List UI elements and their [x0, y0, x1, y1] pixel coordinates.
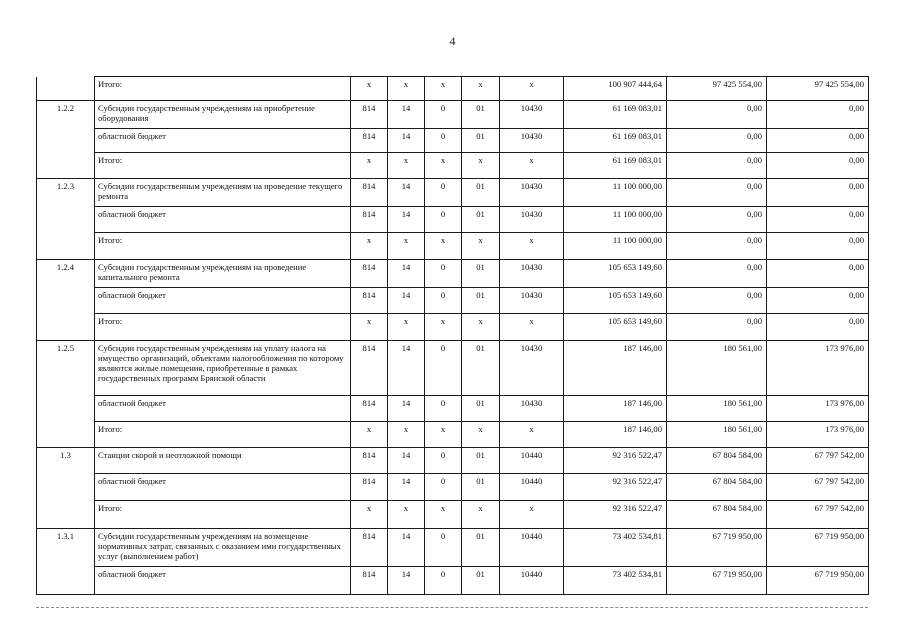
row-name: Субсидии государственным учреждениям на уплату налога на имущество организаций, объектами налогообложения по которому являются жилые помещения, приобретенные в рамках государственных программ Брянской области	[95, 341, 351, 396]
row-amount-2: 67 719 950,00	[667, 529, 767, 567]
row-article-code: х	[462, 422, 500, 448]
row-subsection-code: 0	[425, 474, 462, 501]
row-amount-2: 180 561,00	[667, 396, 767, 422]
row-subsection-code: 0	[425, 179, 462, 207]
row-subsection-code: 0	[425, 567, 462, 595]
row-target-code: х	[500, 422, 564, 448]
row-subsection-code: 0	[425, 288, 462, 314]
row-amount-1: 11 100 000,00	[564, 233, 667, 260]
row-amount-1: 73 402 534,81	[564, 567, 667, 595]
row-amount-2: 0,00	[667, 260, 767, 288]
table-row	[37, 233, 869, 260]
row-subsection-code: х	[425, 422, 462, 448]
row-ministry-code: х	[351, 77, 388, 101]
row-article-code: 01	[462, 529, 500, 567]
row-amount-2: 67 804 584,00	[667, 448, 767, 474]
row-amount-3: 0,00	[767, 179, 869, 207]
row-amount-3: 67 719 950,00	[767, 529, 869, 567]
row-article-code: 01	[462, 260, 500, 288]
row-name: Субсидии государственным учреждениям на приобретение оборудования	[95, 101, 351, 129]
row-code: 1.2.3	[37, 179, 95, 207]
row-ministry-code: х	[351, 314, 388, 341]
row-amount-2: 0,00	[667, 129, 767, 153]
row-amount-1: 105 653 149,60	[564, 288, 667, 314]
table-row	[37, 207, 869, 233]
row-ministry-code: 814	[351, 474, 388, 501]
row-amount-2: 0,00	[667, 233, 767, 260]
row-article-code: х	[462, 233, 500, 260]
row-amount-2: 67 804 584,00	[667, 474, 767, 501]
row-amount-1: 11 100 000,00	[564, 207, 667, 233]
row-subsection-code: 0	[425, 396, 462, 422]
table-row	[37, 567, 869, 595]
row-code: 1.2.2	[37, 101, 95, 129]
row-ministry-code: х	[351, 153, 388, 179]
row-amount-1: 105 653 149,60	[564, 314, 667, 341]
row-target-code: 10430	[500, 129, 564, 153]
row-name: Итого:	[95, 233, 351, 260]
table-row	[37, 314, 869, 341]
row-article-code: 01	[462, 288, 500, 314]
row-name: областной бюджет	[95, 129, 351, 153]
row-code: 1.2.4	[37, 260, 95, 288]
row-name: областной бюджет	[95, 288, 351, 314]
row-amount-1: 92 316 522,47	[564, 501, 667, 529]
row-code: 1.3	[37, 448, 95, 474]
row-ministry-code: 814	[351, 260, 388, 288]
row-code: 1.2.5	[37, 341, 95, 396]
row-article-code: х	[462, 501, 500, 529]
row-name: Субсидии государственным учреждениям на проведение текущего ремонта	[95, 179, 351, 207]
row-amount-3: 67 797 542,00	[767, 474, 869, 501]
row-name: Итого:	[95, 422, 351, 448]
row-amount-2: 180 561,00	[667, 422, 767, 448]
row-target-code: х	[500, 233, 564, 260]
row-ministry-code: 814	[351, 129, 388, 153]
row-amount-2: 0,00	[667, 153, 767, 179]
row-name: областной бюджет	[95, 396, 351, 422]
row-code	[37, 77, 95, 101]
row-ministry-code: 814	[351, 207, 388, 233]
row-name: Субсидии государственным учреждениям на проведение капитального ремонта	[95, 260, 351, 288]
row-ministry-code: х	[351, 501, 388, 529]
row-subsection-code: 0	[425, 260, 462, 288]
row-target-code: 10440	[500, 529, 564, 567]
row-section-code: 14	[388, 474, 425, 501]
row-amount-3: 0,00	[767, 314, 869, 341]
row-target-code: х	[500, 314, 564, 341]
row-target-code: 10430	[500, 260, 564, 288]
row-section-code: х	[388, 153, 425, 179]
table-row	[37, 448, 869, 474]
row-amount-3: 67 719 950,00	[767, 567, 869, 595]
row-amount-2: 180 561,00	[667, 341, 767, 396]
row-ministry-code: 814	[351, 529, 388, 567]
row-ministry-code: 814	[351, 448, 388, 474]
row-subsection-code: 0	[425, 207, 462, 233]
row-ministry-code: 814	[351, 101, 388, 129]
row-section-code: 14	[388, 179, 425, 207]
row-amount-1: 61 169 083,01	[564, 129, 667, 153]
row-target-code: 10430	[500, 341, 564, 396]
row-section-code: 14	[388, 567, 425, 595]
table-row	[37, 396, 869, 422]
row-article-code: 01	[462, 396, 500, 422]
row-name: Итого:	[95, 501, 351, 529]
row-target-code: 10430	[500, 288, 564, 314]
row-article-code: 01	[462, 129, 500, 153]
row-target-code: 10430	[500, 179, 564, 207]
row-amount-3: 0,00	[767, 129, 869, 153]
row-section-code: 14	[388, 529, 425, 567]
row-amount-1: 11 100 000,00	[564, 179, 667, 207]
row-section-code: х	[388, 422, 425, 448]
row-name: Итого:	[95, 314, 351, 341]
row-code: 1.3.1	[37, 529, 95, 567]
row-section-code: 14	[388, 207, 425, 233]
row-name: областной бюджет	[95, 474, 351, 501]
row-name: Субсидии государственным учреждениям на возмещение нормативных затрат, связанных с оказанием ими государственных услуг (выполнением работ)	[95, 529, 351, 567]
row-article-code: х	[462, 153, 500, 179]
row-ministry-code: х	[351, 422, 388, 448]
row-ministry-code: 814	[351, 567, 388, 595]
row-ministry-code: 814	[351, 341, 388, 396]
row-ministry-code: х	[351, 233, 388, 260]
row-target-code: х	[500, 153, 564, 179]
row-subsection-code: х	[425, 501, 462, 529]
row-amount-1: 187 146,00	[564, 341, 667, 396]
table-body	[37, 77, 869, 595]
row-article-code: 01	[462, 179, 500, 207]
row-subsection-code: 0	[425, 101, 462, 129]
page-bottom-rule	[36, 607, 868, 609]
row-amount-2: 0,00	[667, 101, 767, 129]
row-article-code: х	[462, 314, 500, 341]
row-code	[37, 153, 95, 179]
row-target-code: 10440	[500, 567, 564, 595]
row-section-code: 14	[388, 288, 425, 314]
row-amount-3: 0,00	[767, 260, 869, 288]
table-row	[37, 179, 869, 207]
row-amount-1: 100 907 444,64	[564, 77, 667, 101]
row-amount-3: 67 797 542,00	[767, 501, 869, 529]
row-code	[37, 422, 95, 448]
table-row	[37, 422, 869, 448]
row-target-code: 10430	[500, 396, 564, 422]
row-section-code: х	[388, 314, 425, 341]
row-amount-3: 173 976,00	[767, 422, 869, 448]
row-amount-2: 0,00	[667, 179, 767, 207]
row-code	[37, 567, 95, 595]
row-section-code: 14	[388, 341, 425, 396]
row-target-code: 10440	[500, 474, 564, 501]
row-code	[37, 288, 95, 314]
row-amount-1: 187 146,00	[564, 422, 667, 448]
row-target-code: 10440	[500, 448, 564, 474]
row-target-code: х	[500, 501, 564, 529]
row-target-code: 10430	[500, 207, 564, 233]
row-code	[37, 314, 95, 341]
row-name: Станции скорой и неотложной помощи	[95, 448, 351, 474]
row-amount-1: 92 316 522,47	[564, 474, 667, 501]
table-row	[37, 529, 869, 567]
row-section-code: х	[388, 233, 425, 260]
table-row	[37, 474, 869, 501]
row-amount-1: 61 169 083,01	[564, 101, 667, 129]
row-amount-3: 97 425 554,00	[767, 77, 869, 101]
table-row	[37, 288, 869, 314]
row-article-code: 01	[462, 448, 500, 474]
row-section-code: 14	[388, 396, 425, 422]
row-section-code: х	[388, 77, 425, 101]
table-row	[37, 101, 869, 129]
row-amount-2: 67 804 584,00	[667, 501, 767, 529]
row-amount-3: 0,00	[767, 207, 869, 233]
row-name: областной бюджет	[95, 207, 351, 233]
row-section-code: 14	[388, 448, 425, 474]
row-amount-3: 173 976,00	[767, 396, 869, 422]
row-code	[37, 396, 95, 422]
table-row	[37, 77, 869, 101]
row-subsection-code: х	[425, 314, 462, 341]
row-amount-2: 97 425 554,00	[667, 77, 767, 101]
row-name: областной бюджет	[95, 567, 351, 595]
budget-table	[36, 76, 869, 595]
table-row	[37, 129, 869, 153]
row-amount-1: 61 169 083,01	[564, 153, 667, 179]
row-ministry-code: 814	[351, 179, 388, 207]
row-amount-2: 0,00	[667, 314, 767, 341]
row-amount-1: 73 402 534,81	[564, 529, 667, 567]
row-subsection-code: х	[425, 233, 462, 260]
row-article-code: 01	[462, 207, 500, 233]
table-row	[37, 501, 869, 529]
row-section-code: 14	[388, 101, 425, 129]
row-amount-3: 0,00	[767, 101, 869, 129]
row-amount-1: 187 146,00	[564, 396, 667, 422]
row-ministry-code: 814	[351, 288, 388, 314]
table-row	[37, 341, 869, 396]
row-subsection-code: х	[425, 153, 462, 179]
row-amount-2: 0,00	[667, 207, 767, 233]
row-article-code: 01	[462, 474, 500, 501]
row-subsection-code: 0	[425, 529, 462, 567]
row-article-code: х	[462, 77, 500, 101]
row-amount-3: 0,00	[767, 153, 869, 179]
row-section-code: х	[388, 501, 425, 529]
row-code	[37, 207, 95, 233]
row-code	[37, 501, 95, 529]
row-article-code: 01	[462, 341, 500, 396]
table-row	[37, 260, 869, 288]
row-target-code: х	[500, 77, 564, 101]
row-subsection-code: 0	[425, 129, 462, 153]
row-article-code: 01	[462, 101, 500, 129]
row-amount-2: 67 719 950,00	[667, 567, 767, 595]
row-article-code: 01	[462, 567, 500, 595]
row-name: Итого:	[95, 153, 351, 179]
row-code	[37, 129, 95, 153]
row-target-code: 10430	[500, 101, 564, 129]
row-amount-1: 92 316 522,47	[564, 448, 667, 474]
row-name: Итого:	[95, 77, 351, 101]
row-section-code: 14	[388, 260, 425, 288]
page-number: 4	[449, 34, 456, 48]
row-ministry-code: 814	[351, 396, 388, 422]
row-code	[37, 233, 95, 260]
row-subsection-code: х	[425, 77, 462, 101]
table-row	[37, 153, 869, 179]
row-section-code: 14	[388, 129, 425, 153]
row-amount-2: 0,00	[667, 288, 767, 314]
row-amount-3: 67 797 542,00	[767, 448, 869, 474]
row-amount-1: 105 653 149,60	[564, 260, 667, 288]
row-code	[37, 474, 95, 501]
row-amount-3: 173 976,00	[767, 341, 869, 396]
row-subsection-code: 0	[425, 341, 462, 396]
row-amount-3: 0,00	[767, 288, 869, 314]
row-subsection-code: 0	[425, 448, 462, 474]
row-amount-3: 0,00	[767, 233, 869, 260]
